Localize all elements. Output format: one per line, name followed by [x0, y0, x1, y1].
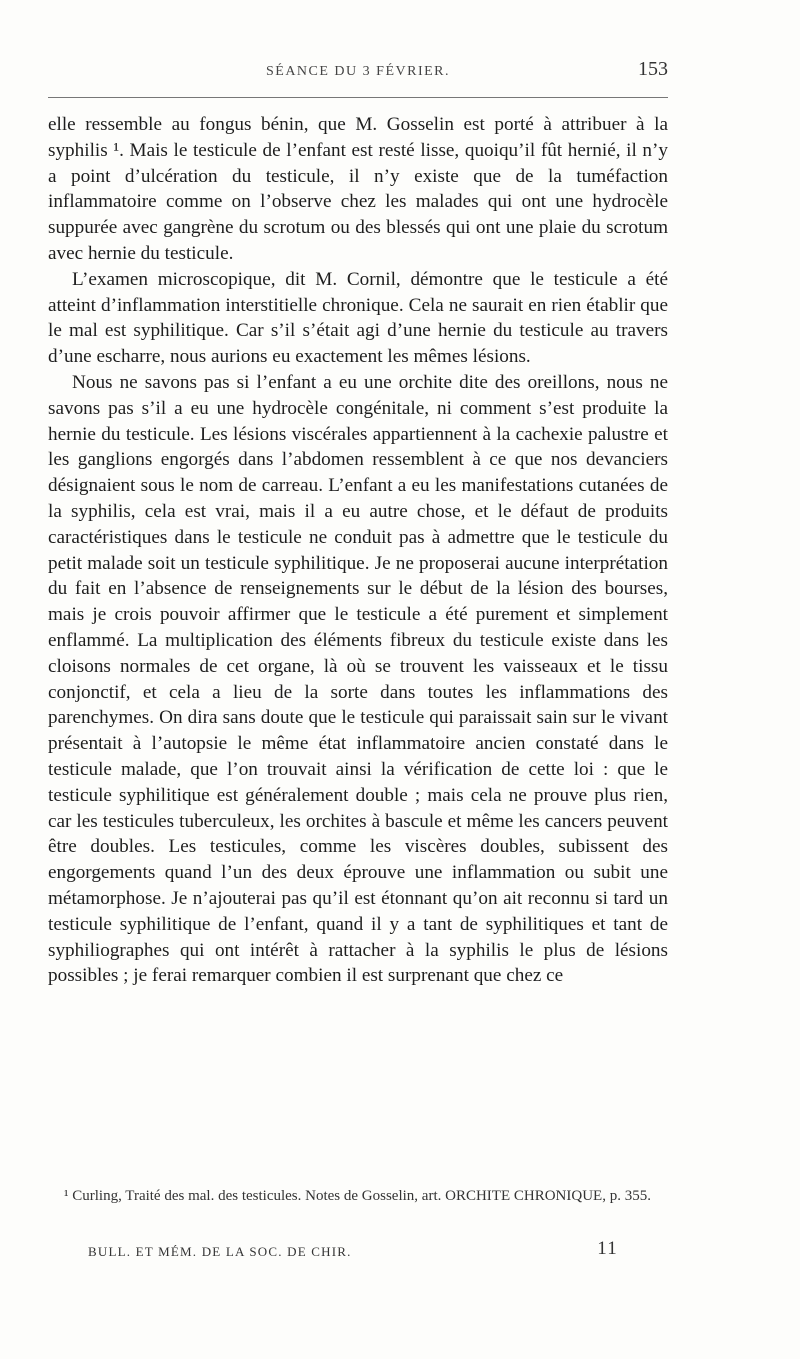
header-rule — [48, 97, 668, 98]
paragraph-2: L’examen microscopique, dit M. Cornil, démontre que le testicule a été atteint d’inflammation interstitielle chronique. Cela ne saurait en rien établir que le mal est syphilitique. Car s’il s’était agi d’une hernie du testicule au travers d’une escharre, nous aurions eu exactement les mêmes lésions. — [48, 268, 668, 368]
footnote: ¹ Curling, Traité des mal. des testicules. Notes de Gosselin, art. ORCHITE CHRONIQUE, p. 355. — [64, 1188, 651, 1204]
paragraph-1: elle ressemble au fongus bénin, que M. Gosselin est porté à attribuer à la syphilis ¹. Mais le testicule de l’enfant est resté lisse, quoiqu’il fût hernié, il n’y a point d’ulcération du testicule, il n’y existe que de la tuméfaction inflammatoire comme on l’observe chez les malades qui ont une hydrocèle suppurée avec gangrène du scrotum ou des blessés qui ont une plaie du scrotum avec hernie du testicule. — [48, 114, 668, 264]
paragraph-3: Nous ne savons pas si l’enfant a eu une orchite dite des oreillons, nous ne savons pas s’il a eu une hydrocèle congénitale, ni comment s’est produite la hernie du testicule. Les lésions viscérales appartiennent à la cachexie palustre et les ganglions engorgés dans l’abdomen ressemblent à ce que nos devanciers désignaient sous le nom de carreau. L’enfant a eu les manifestations cutanées de la syphilis, cela est vrai, mais il a eu autre chose, et le défaut de produits caractéristiques dans le testicule ne conduit pas à admettre que le testicule du petit malade soit un testicule syphilitique. Je ne proposerai aucune interprétation du fait en l’absence de renseignements sur le début de la lésion des bourses, mais je crois pouvoir affirmer que le testicule a été purement et simplement enflammé. La multiplication des éléments fibreux du testicule existe dans les cloisons normales de cet organe, là où se trouvent les vaisseaux et le tissu conjonctif, et cela a lieu de la sorte dans toutes les inflammations des parenchymes. On dira sans doute que le testicule qui paraissait sain sur le vivant présentait à l’autopsie le même état inflammatoire ancien constaté dans le testicule malade, que l’on trouvait ainsi la vérification de cette loi : que le testicule syphilitique est généralement double ; mais cela ne prouve plus rien, car les testicules tuberculeux, les orchites à bascule et même les cancers peuvent être doubles. Les testicules, comme les viscères doubles, subissent des engorgements quand l’un des deux éprouve une inflammation ou subit une métamorphose. Je n’ajouterai pas qu’il est étonnant qu’on ait reconnu si tard un testicule syphilitique de l’enfant, quand il y a tant de syphilitiques et tant de syphiliographes qui ont intérêt à rattacher à la syphilis le plus de lésions possibles ; je ferai remarquer combien il est surprenant que chez ce — [48, 371, 668, 987]
running-header — [48, 58, 668, 88]
page-number: 153 — [638, 58, 668, 80]
printer-signature: BULL. ET MÉM. DE LA SOC. DE CHIR. — [88, 1244, 352, 1259]
page-footer — [48, 1238, 668, 1266]
body-text — [48, 112, 668, 989]
sheet-number: 11 — [597, 1238, 618, 1259]
running-title: SÉANCE DU 3 FÉVRIER. — [265, 64, 450, 79]
